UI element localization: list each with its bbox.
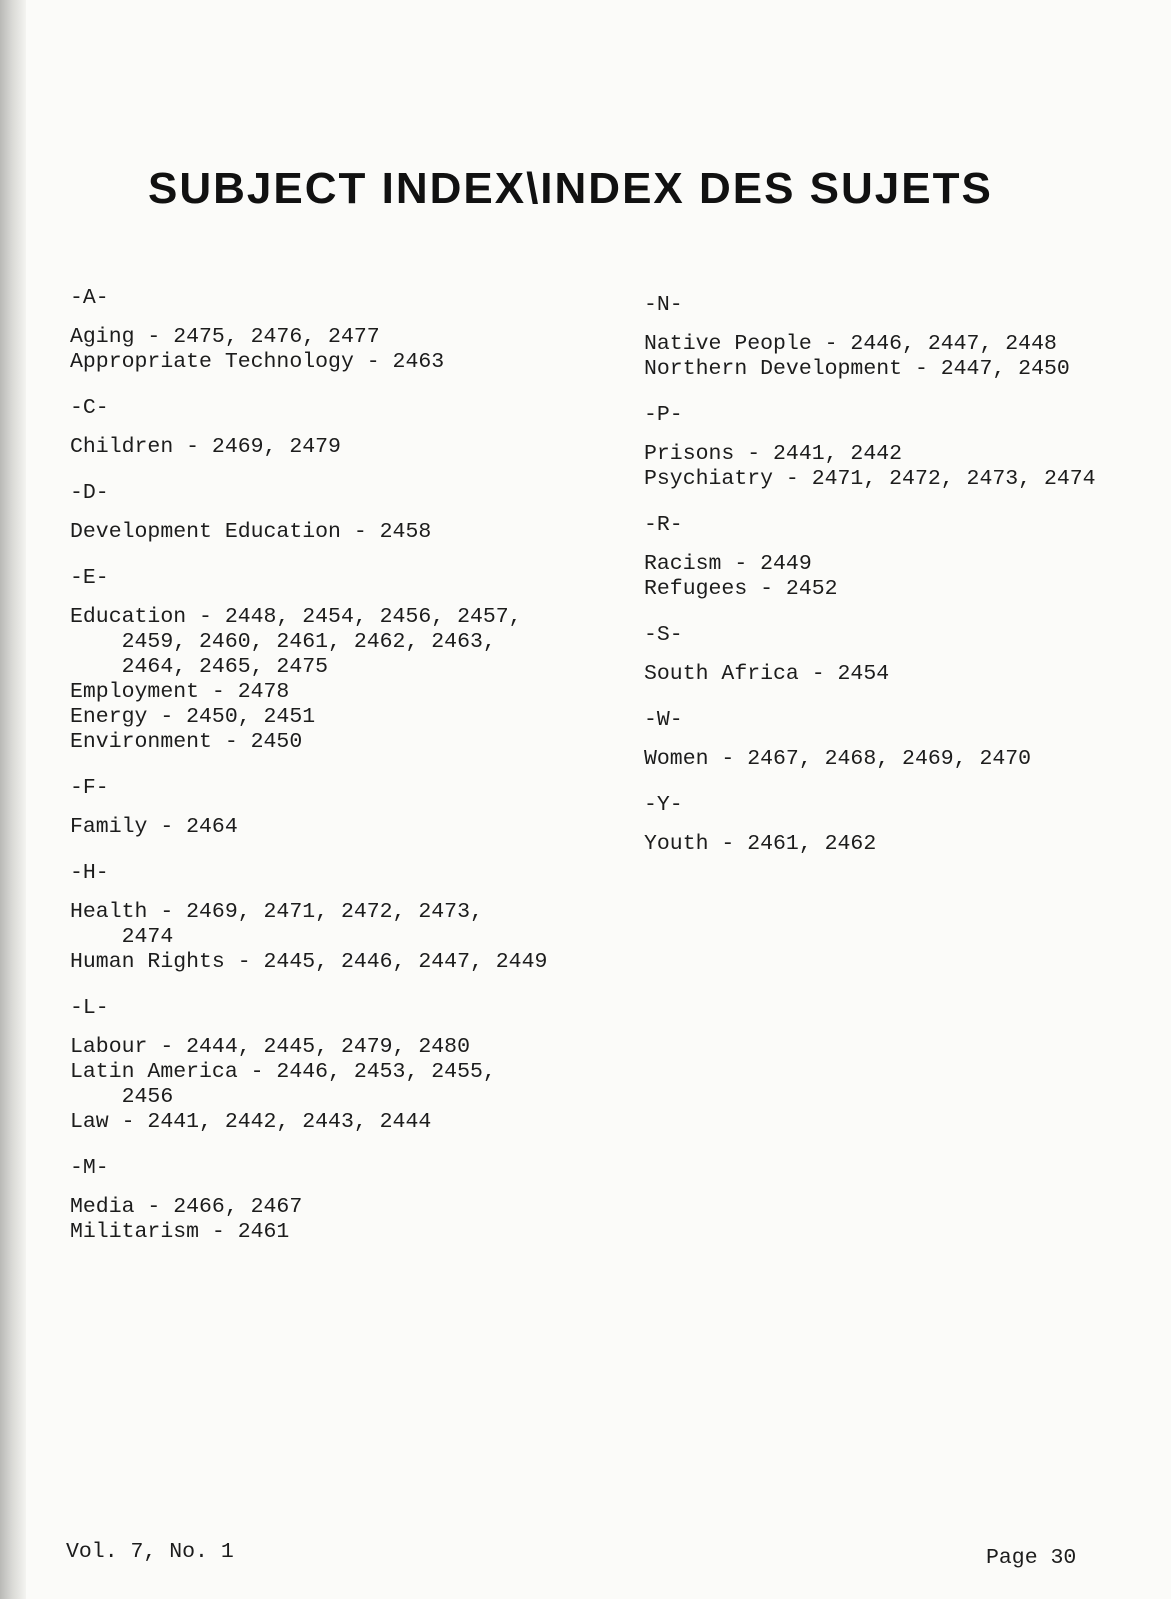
index-section-m [70,1156,590,1245]
index-entry: Environment - 2450 [70,730,303,754]
index-entry: Employment - 2478 [70,680,290,704]
index-entry: Youth - 2461, 2462 [644,832,877,856]
section-letter: -R- [644,513,683,537]
section-letter: -S- [644,623,683,647]
index-section-y [644,793,1144,857]
section-letter: -C- [70,396,109,420]
index-entry-continuation: 2456 [70,1085,174,1109]
index-column-right [644,293,1144,878]
index-section-d [70,481,590,545]
index-entry: Women - 2467, 2468, 2469, 2470 [644,747,1032,771]
index-section-p [644,403,1144,492]
section-letter: -M- [70,1156,109,1180]
index-section-c [70,396,590,460]
section-letter: -N- [644,293,683,317]
footer-page-number: Page 30 [986,1546,1077,1570]
index-entry: Children - 2469, 2479 [70,435,341,459]
index-entry: Human Rights - 2445, 2446, 2447, 2449 [70,950,548,974]
index-section-l [70,996,590,1135]
index-entry: Racism - 2449 [644,552,812,576]
section-letter: -F- [70,776,109,800]
index-entry: Law - 2441, 2442, 2443, 2444 [70,1110,432,1134]
index-entry: Media - 2466, 2467 [70,1195,303,1219]
index-entry: Native People - 2446, 2447, 2448 [644,332,1057,356]
index-entry: Refugees - 2452 [644,577,838,601]
section-letter: -P- [644,403,683,427]
index-section-f [70,776,590,840]
index-entry: Energy - 2450, 2451 [70,705,316,729]
section-letter: -E- [70,566,109,590]
section-letter: -A- [70,286,109,310]
section-letter: -Y- [644,793,683,817]
index-section-s [644,623,1144,687]
index-entry: Psychiatry - 2471, 2472, 2473, 2474 [644,467,1096,491]
index-section-e [70,566,590,755]
index-entry: Appropriate Technology - 2463 [70,350,445,374]
footer-volume: Vol. 7, No. 1 [66,1540,234,1564]
index-section-w [644,708,1144,772]
index-entry-continuation: 2474 [70,925,174,949]
section-letter: -D- [70,481,109,505]
index-column-left [70,286,590,1266]
section-letter: -L- [70,996,109,1020]
index-section-h [70,861,590,975]
page-edge-shadow [0,0,26,1599]
index-entry-continuation: 2464, 2465, 2475 [70,655,329,679]
index-entry: Family - 2464 [70,815,238,839]
index-entry: Militarism - 2461 [70,1220,290,1244]
section-letter: -W- [644,708,683,732]
index-entry: Latin America - 2446, 2453, 2455, [70,1060,496,1084]
index-entry: Aging - 2475, 2476, 2477 [70,325,380,349]
index-entry: Prisons - 2441, 2442 [644,442,903,466]
index-entry: Health - 2469, 2471, 2472, 2473, [70,900,483,924]
index-entry: Labour - 2444, 2445, 2479, 2480 [70,1035,470,1059]
index-entry: South Africa - 2454 [644,662,890,686]
index-section-n [644,293,1144,382]
index-section-r [644,513,1144,602]
section-letter: -H- [70,861,109,885]
index-entry: Development Education - 2458 [70,520,432,544]
page-title: SUBJECT INDEX\INDEX DES SUJETS [148,164,993,213]
index-entry: Northern Development - 2447, 2450 [644,357,1070,381]
index-entry: Education - 2448, 2454, 2456, 2457, [70,605,522,629]
index-section-a [70,286,590,375]
index-entry-continuation: 2459, 2460, 2461, 2462, 2463, [70,630,496,654]
